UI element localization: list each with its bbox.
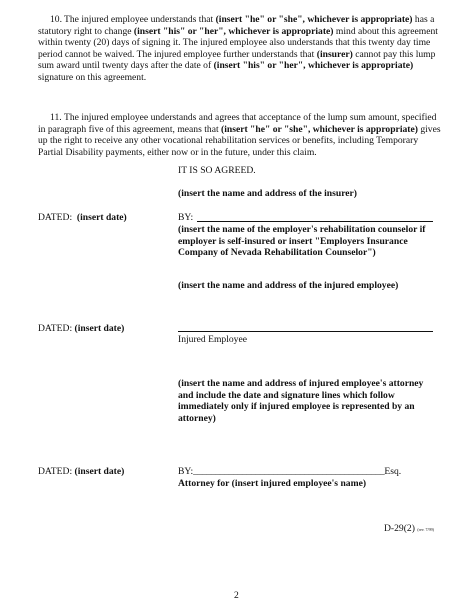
employee-name-placeholder: (insert the name and address of the injured employee): [178, 280, 399, 291]
dated-line-1: DATED: (insert date): [38, 212, 127, 223]
employee-signature-label: Injured Employee: [178, 334, 247, 345]
paragraph-10: 10. The injured employee understands that (insert "he" or "she", whichever is appropriate) has a statutory right to change (insert "his" or "her", whichever is appropriate) mind about this agreement within twenty (20) days of signing it. The injured employee also understands that this twenty day time period cannot be waived. The injured employee further understands that (insurer) cannot pay this lump sum award until twenty days after the date of (insert "his" or "her", whichever is appropriate) signature on this agreement.: [38, 14, 438, 83]
paragraph-11: 11. The injured employee understands and agrees that acceptance of the lump sum amount, specified in paragraph five of this agreement, means that (insert "he" or "she", whichever is appropriate) gives up the right to receive any other vocational rehabilitation services or benefits, including Temporary Partial Disability payments, either now or in the future, under this claim.: [38, 112, 441, 158]
page-number: 2: [234, 590, 239, 601]
paragraph-number: 11.: [50, 112, 62, 123]
agreement-statement: IT IS SO AGREED.: [178, 165, 256, 176]
form-identifier: D-29(2) (rev. 7/99): [384, 523, 434, 534]
attorney-for-label: Attorney for (insert injured employee's name): [178, 478, 367, 489]
dated-line-2: DATED: (insert date): [38, 323, 125, 334]
signature-line-employee: [178, 331, 433, 332]
signature-line-counselor: [197, 221, 433, 222]
attorney-name-placeholder: (insert the name and address of injured employee's attorney and include the date and signature lines which follow immediately only if injured employee is represented by an attorney): [178, 378, 424, 424]
dated-line-3: DATED: (insert date): [38, 466, 125, 477]
form-revision: (rev. 7/99): [417, 527, 434, 532]
by-label-1: BY:: [178, 212, 194, 223]
counselor-name-placeholder: (insert the name of the employer's rehabilitation counselor if employer is self-insured or insert "Employers Insurance Company of Nevada Rehabilitation Counselor"): [178, 224, 426, 259]
insurer-name-placeholder: (insert the name and address of the insurer): [178, 188, 357, 199]
paragraph-number: 10.: [50, 14, 62, 25]
attorney-signature-line: BY:___________________________________________Esq.: [178, 466, 402, 477]
